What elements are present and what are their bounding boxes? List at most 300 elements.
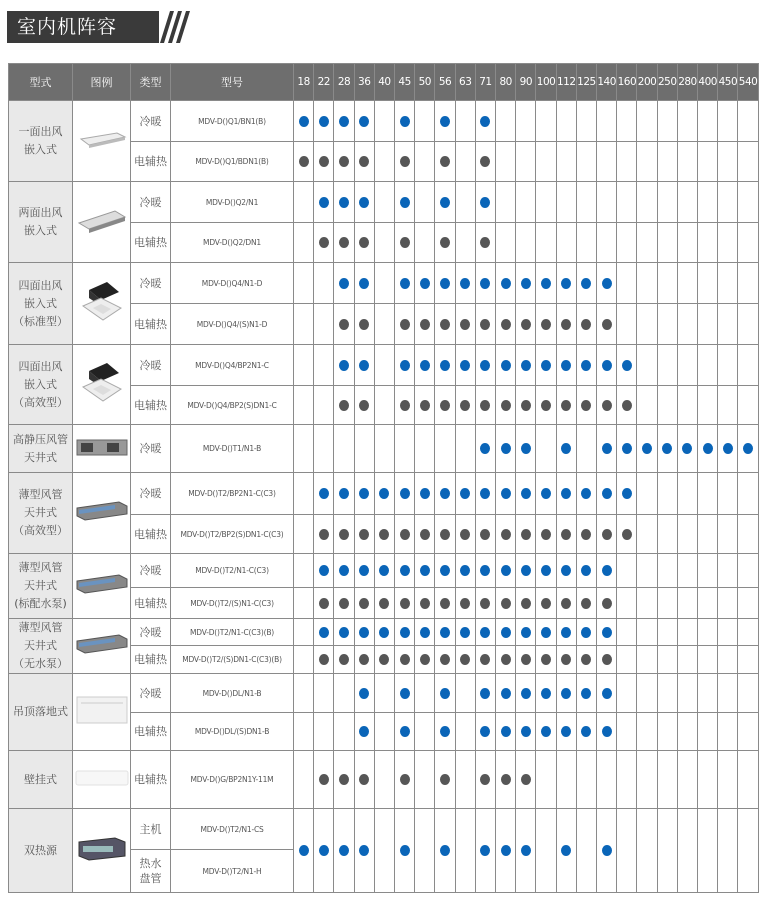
capacity-cell-80 <box>496 101 516 142</box>
capacity-cell-112 <box>556 751 576 809</box>
availability-dot-blue <box>339 360 349 371</box>
capacity-cell-90 <box>516 473 536 515</box>
capacity-cell-50 <box>415 101 435 142</box>
header-size-112: 112 <box>556 64 576 101</box>
capacity-cell-36 <box>354 515 374 554</box>
capacity-cell-280 <box>677 751 697 809</box>
capacity-cell-45 <box>395 515 415 554</box>
availability-dot-grey <box>561 319 571 330</box>
capacity-cell-140 <box>597 554 617 588</box>
capacity-cell-56 <box>435 425 455 473</box>
model-number-cell: MDV-D()T1/N1-B <box>171 425 294 473</box>
availability-dot-grey <box>581 598 591 609</box>
capacity-cell-112 <box>556 473 576 515</box>
model-number-cell: MDV-D()T2/(S)DN1-C(C3)(B) <box>171 646 294 674</box>
availability-dot-blue <box>602 360 612 371</box>
capacity-cell-100 <box>536 304 556 345</box>
unit-type-cell: 电辅热 <box>131 713 171 751</box>
capacity-cell-36 <box>354 386 374 425</box>
capacity-cell-160 <box>617 619 637 646</box>
unit-type-cell: 电辅热 <box>131 646 171 674</box>
availability-dot-grey <box>440 529 450 540</box>
capacity-cell-45 <box>395 809 415 893</box>
capacity-cell-36 <box>354 223 374 263</box>
capacity-cell-56 <box>435 751 455 809</box>
header-size-36: 36 <box>354 64 374 101</box>
unit-image-cell <box>73 263 131 345</box>
availability-dot-blue <box>743 443 753 454</box>
capacity-cell-160 <box>617 515 637 554</box>
capacity-cell-22 <box>314 263 334 304</box>
capacity-cell-112 <box>556 142 576 182</box>
availability-dot-blue <box>400 278 410 289</box>
unit-form-line: (标配水泵) <box>14 597 67 610</box>
unit-form-cell <box>9 263 73 345</box>
unit-type-cell: 电辅热 <box>131 304 171 345</box>
header-size-100: 100 <box>536 64 556 101</box>
capacity-cell-450 <box>718 101 738 142</box>
capacity-cell-56 <box>435 345 455 386</box>
capacity-cell-40 <box>374 223 394 263</box>
unit-type-cell: 主机 <box>131 809 171 850</box>
capacity-cell-45 <box>395 646 415 674</box>
header-size-125: 125 <box>576 64 596 101</box>
header-size-50: 50 <box>415 64 435 101</box>
capacity-cell-540 <box>738 182 758 223</box>
unit-form-cell <box>9 674 73 751</box>
availability-dot-grey <box>400 654 410 665</box>
capacity-cell-22 <box>314 425 334 473</box>
availability-dot-blue <box>561 565 571 576</box>
availability-dot-grey <box>359 400 369 411</box>
availability-dot-blue <box>420 565 430 576</box>
capacity-cell-36 <box>354 588 374 619</box>
capacity-cell-160 <box>617 646 637 674</box>
capacity-cell-112 <box>556 713 576 751</box>
unit-form-line: 两面出风 <box>18 206 63 219</box>
availability-dot-grey <box>521 319 531 330</box>
availability-dot-blue <box>440 116 450 127</box>
availability-dot-grey <box>359 598 369 609</box>
table-row <box>9 619 759 646</box>
capacity-cell-112 <box>556 674 576 713</box>
availability-dot-grey <box>440 774 450 785</box>
availability-dot-blue <box>440 197 450 208</box>
capacity-cell-28 <box>334 142 354 182</box>
capacity-cell-56 <box>435 713 455 751</box>
capacity-cell-22 <box>314 101 334 142</box>
availability-dot-blue <box>379 488 389 499</box>
availability-dot-blue <box>521 488 531 499</box>
capacity-cell-100 <box>536 554 556 588</box>
capacity-cell-540 <box>738 674 758 713</box>
capacity-cell-250 <box>657 101 677 142</box>
four-way-cassette-icon <box>73 280 130 328</box>
availability-dot-blue <box>319 116 329 127</box>
availability-dot-blue <box>480 845 490 856</box>
capacity-cell-56 <box>435 142 455 182</box>
capacity-cell-28 <box>334 101 354 142</box>
table-row <box>9 263 759 304</box>
availability-dot-grey <box>501 654 511 665</box>
availability-dot-grey <box>602 319 612 330</box>
capacity-cell-71 <box>475 619 495 646</box>
capacity-cell-50 <box>415 554 435 588</box>
capacity-cell-28 <box>334 263 354 304</box>
capacity-cell-540 <box>738 142 758 182</box>
unit-image-cell <box>73 674 131 751</box>
availability-dot-grey <box>400 156 410 167</box>
capacity-cell-63 <box>455 646 475 674</box>
availability-dot-grey <box>521 529 531 540</box>
capacity-cell-280 <box>677 223 697 263</box>
unit-image-cell <box>73 619 131 674</box>
availability-dot-blue <box>521 278 531 289</box>
capacity-cell-28 <box>334 646 354 674</box>
availability-dot-grey <box>501 319 511 330</box>
availability-dot-blue <box>420 627 430 638</box>
capacity-cell-80 <box>496 674 516 713</box>
unit-image-cell <box>73 182 131 263</box>
header-size-56: 56 <box>435 64 455 101</box>
capacity-cell-80 <box>496 554 516 588</box>
capacity-cell-56 <box>435 182 455 223</box>
availability-dot-grey <box>480 237 490 248</box>
capacity-cell-250 <box>657 473 677 515</box>
availability-dot-grey <box>480 319 490 330</box>
capacity-cell-280 <box>677 588 697 619</box>
availability-dot-grey <box>541 400 551 411</box>
availability-dot-grey <box>460 400 470 411</box>
capacity-cell-45 <box>395 142 415 182</box>
capacity-cell-18 <box>294 554 314 588</box>
capacity-cell-18 <box>294 345 314 386</box>
capacity-cell-112 <box>556 182 576 223</box>
capacity-cell-250 <box>657 619 677 646</box>
unit-form-line: （标准型） <box>13 314 68 328</box>
capacity-cell-22 <box>314 473 334 515</box>
availability-dot-grey <box>521 598 531 609</box>
unit-image-cell <box>73 554 131 619</box>
availability-dot-blue <box>602 726 612 737</box>
capacity-cell-71 <box>475 751 495 809</box>
unit-image-cell <box>73 473 131 554</box>
capacity-cell-400 <box>698 751 718 809</box>
availability-dot-blue <box>501 360 511 371</box>
one-way-cassette-icon <box>73 129 130 153</box>
capacity-cell-140 <box>597 588 617 619</box>
dual-heat-source-icon <box>73 834 130 868</box>
unit-form-line: 薄型风管 <box>18 621 63 634</box>
capacity-cell-100 <box>536 674 556 713</box>
capacity-cell-63 <box>455 101 475 142</box>
capacity-cell-71 <box>475 304 495 345</box>
availability-dot-blue <box>319 565 329 576</box>
capacity-cell-71 <box>475 223 495 263</box>
capacity-cell-250 <box>657 751 677 809</box>
availability-dot-grey <box>339 400 349 411</box>
availability-dot-blue <box>440 726 450 737</box>
availability-dot-blue <box>400 116 410 127</box>
availability-dot-grey <box>420 319 430 330</box>
capacity-cell-36 <box>354 182 374 223</box>
unit-form-line: 四面出风 <box>18 278 63 292</box>
availability-dot-blue <box>440 565 450 576</box>
availability-dot-blue <box>541 278 551 289</box>
availability-dot-grey <box>460 654 470 665</box>
availability-dot-blue <box>561 845 571 856</box>
capacity-cell-112 <box>556 425 576 473</box>
availability-dot-blue <box>480 565 490 576</box>
unit-type-cell: 电辅热 <box>131 751 171 809</box>
capacity-cell-18 <box>294 713 314 751</box>
capacity-cell-63 <box>455 345 475 386</box>
capacity-cell-71 <box>475 515 495 554</box>
availability-dot-blue <box>400 197 410 208</box>
capacity-cell-100 <box>536 751 556 809</box>
capacity-cell-45 <box>395 554 415 588</box>
unit-form-line: （无水泵） <box>13 657 68 670</box>
capacity-cell-56 <box>435 674 455 713</box>
capacity-cell-80 <box>496 809 516 893</box>
capacity-cell-45 <box>395 713 415 751</box>
capacity-cell-18 <box>294 646 314 674</box>
capacity-cell-40 <box>374 674 394 713</box>
availability-dot-grey <box>319 774 329 785</box>
header-size-71: 71 <box>475 64 495 101</box>
model-number-cell: MDV-D()Q4/BP2(S)DN1-C <box>171 386 294 425</box>
capacity-cell-540 <box>738 619 758 646</box>
unit-type-cell: 冷暖 <box>131 345 171 386</box>
capacity-cell-80 <box>496 304 516 345</box>
capacity-cell-18 <box>294 674 314 713</box>
capacity-cell-56 <box>435 646 455 674</box>
unit-form-cell <box>9 619 73 674</box>
slim-duct-icon <box>73 633 130 659</box>
capacity-cell-160 <box>617 182 637 223</box>
availability-dot-blue <box>501 688 511 699</box>
capacity-cell-280 <box>677 809 697 893</box>
capacity-cell-140 <box>597 751 617 809</box>
availability-dot-grey <box>339 598 349 609</box>
capacity-cell-90 <box>516 345 536 386</box>
table-row <box>9 554 759 588</box>
capacity-cell-400 <box>698 473 718 515</box>
capacity-cell-90 <box>516 101 536 142</box>
capacity-cell-450 <box>718 588 738 619</box>
unit-form-cell <box>9 554 73 619</box>
availability-dot-blue <box>359 845 369 856</box>
wall-mounted-unit-icon <box>73 768 130 792</box>
model-number-cell: MDV-D()DL/N1-B <box>171 674 294 713</box>
capacity-cell-125 <box>576 809 596 893</box>
capacity-cell-18 <box>294 182 314 223</box>
unit-form-line: 天井式 <box>24 579 57 592</box>
capacity-cell-80 <box>496 473 516 515</box>
capacity-cell-63 <box>455 142 475 182</box>
capacity-cell-40 <box>374 619 394 646</box>
header-size-140: 140 <box>597 64 617 101</box>
capacity-cell-63 <box>455 751 475 809</box>
availability-dot-grey <box>379 529 389 540</box>
header-type: 类型 <box>131 64 171 101</box>
availability-dot-blue <box>541 360 551 371</box>
unit-type-cell <box>131 850 171 893</box>
availability-dot-grey <box>319 598 329 609</box>
availability-dot-grey <box>420 529 430 540</box>
capacity-cell-125 <box>576 101 596 142</box>
table-row <box>9 809 759 850</box>
availability-dot-blue <box>400 360 410 371</box>
capacity-cell-40 <box>374 646 394 674</box>
availability-dot-blue <box>379 565 389 576</box>
capacity-cell-71 <box>475 674 495 713</box>
unit-type-cell: 冷暖 <box>131 101 171 142</box>
availability-dot-grey <box>521 774 531 785</box>
capacity-cell-40 <box>374 554 394 588</box>
capacity-cell-125 <box>576 751 596 809</box>
capacity-cell-28 <box>334 515 354 554</box>
availability-dot-grey <box>420 654 430 665</box>
capacity-cell-71 <box>475 425 495 473</box>
capacity-cell-540 <box>738 713 758 751</box>
availability-dot-grey <box>561 598 571 609</box>
model-number-cell: MDV-D()Q4/BP2N1-C <box>171 345 294 386</box>
capacity-cell-125 <box>576 345 596 386</box>
capacity-cell-50 <box>415 809 435 893</box>
capacity-cell-22 <box>314 646 334 674</box>
availability-dot-blue <box>561 688 571 699</box>
availability-dot-blue <box>359 360 369 371</box>
availability-dot-grey <box>299 156 309 167</box>
capacity-cell-160 <box>617 554 637 588</box>
capacity-cell-140 <box>597 809 617 893</box>
capacity-cell-140 <box>597 101 617 142</box>
capacity-cell-22 <box>314 588 334 619</box>
capacity-cell-90 <box>516 588 536 619</box>
capacity-cell-140 <box>597 515 617 554</box>
capacity-cell-540 <box>738 473 758 515</box>
availability-dot-blue <box>581 565 591 576</box>
capacity-cell-140 <box>597 345 617 386</box>
capacity-cell-80 <box>496 263 516 304</box>
availability-dot-grey <box>602 400 612 411</box>
capacity-cell-100 <box>536 646 556 674</box>
capacity-cell-40 <box>374 386 394 425</box>
capacity-cell-45 <box>395 588 415 619</box>
availability-dot-blue <box>400 688 410 699</box>
title-slash-decoration-icon <box>160 11 190 43</box>
availability-dot-grey <box>359 529 369 540</box>
availability-dot-blue <box>581 278 591 289</box>
capacity-cell-400 <box>698 809 718 893</box>
availability-dot-blue <box>501 488 511 499</box>
availability-dot-grey <box>339 319 349 330</box>
capacity-cell-40 <box>374 182 394 223</box>
availability-dot-blue <box>359 726 369 737</box>
availability-dot-blue <box>581 627 591 638</box>
capacity-cell-28 <box>334 809 354 893</box>
availability-dot-blue <box>622 443 632 454</box>
capacity-cell-22 <box>314 182 334 223</box>
unit-form-cell <box>9 809 73 893</box>
capacity-cell-28 <box>334 304 354 345</box>
availability-dot-grey <box>359 654 369 665</box>
availability-dot-blue <box>460 360 470 371</box>
capacity-cell-100 <box>536 713 556 751</box>
availability-dot-blue <box>339 197 349 208</box>
unit-form-cell <box>9 101 73 182</box>
capacity-cell-40 <box>374 713 394 751</box>
capacity-cell-250 <box>657 142 677 182</box>
capacity-cell-400 <box>698 425 718 473</box>
unit-form-line: 四面出风 <box>18 359 63 373</box>
capacity-cell-40 <box>374 142 394 182</box>
availability-dot-grey <box>319 237 329 248</box>
header-model: 型号 <box>171 64 294 101</box>
capacity-cell-36 <box>354 674 374 713</box>
capacity-cell-450 <box>718 263 738 304</box>
unit-form-line: 吊顶落地式 <box>13 705 68 718</box>
capacity-cell-90 <box>516 425 536 473</box>
capacity-cell-280 <box>677 263 697 304</box>
capacity-cell-280 <box>677 646 697 674</box>
capacity-cell-450 <box>718 713 738 751</box>
availability-dot-blue <box>723 443 733 454</box>
capacity-cell-450 <box>718 425 738 473</box>
unit-form-cell <box>9 182 73 263</box>
capacity-cell-18 <box>294 263 314 304</box>
header-size-160: 160 <box>617 64 637 101</box>
capacity-cell-71 <box>475 386 495 425</box>
capacity-cell-45 <box>395 386 415 425</box>
capacity-cell-71 <box>475 809 495 893</box>
availability-dot-blue <box>541 627 551 638</box>
capacity-cell-125 <box>576 182 596 223</box>
availability-dot-grey <box>622 529 632 540</box>
capacity-cell-280 <box>677 386 697 425</box>
capacity-cell-140 <box>597 473 617 515</box>
table-row <box>9 751 759 809</box>
availability-dot-grey <box>440 237 450 248</box>
capacity-cell-100 <box>536 263 556 304</box>
availability-dot-grey <box>480 156 490 167</box>
availability-dot-grey <box>359 156 369 167</box>
capacity-cell-40 <box>374 304 394 345</box>
capacity-cell-36 <box>354 345 374 386</box>
capacity-cell-80 <box>496 386 516 425</box>
capacity-cell-450 <box>718 142 738 182</box>
capacity-cell-250 <box>657 345 677 386</box>
capacity-cell-540 <box>738 304 758 345</box>
slim-duct-icon <box>73 573 130 599</box>
unit-type-cell: 冷暖 <box>131 425 171 473</box>
capacity-cell-200 <box>637 182 657 223</box>
availability-dot-grey <box>561 529 571 540</box>
availability-dot-blue <box>400 726 410 737</box>
availability-dot-grey <box>581 400 591 411</box>
capacity-cell-71 <box>475 101 495 142</box>
availability-dot-blue <box>480 278 490 289</box>
capacity-cell-80 <box>496 713 516 751</box>
capacity-cell-400 <box>698 223 718 263</box>
capacity-cell-450 <box>718 809 738 893</box>
capacity-cell-22 <box>314 223 334 263</box>
availability-dot-grey <box>400 237 410 248</box>
availability-dot-blue <box>541 565 551 576</box>
capacity-cell-18 <box>294 101 314 142</box>
availability-dot-grey <box>501 400 511 411</box>
